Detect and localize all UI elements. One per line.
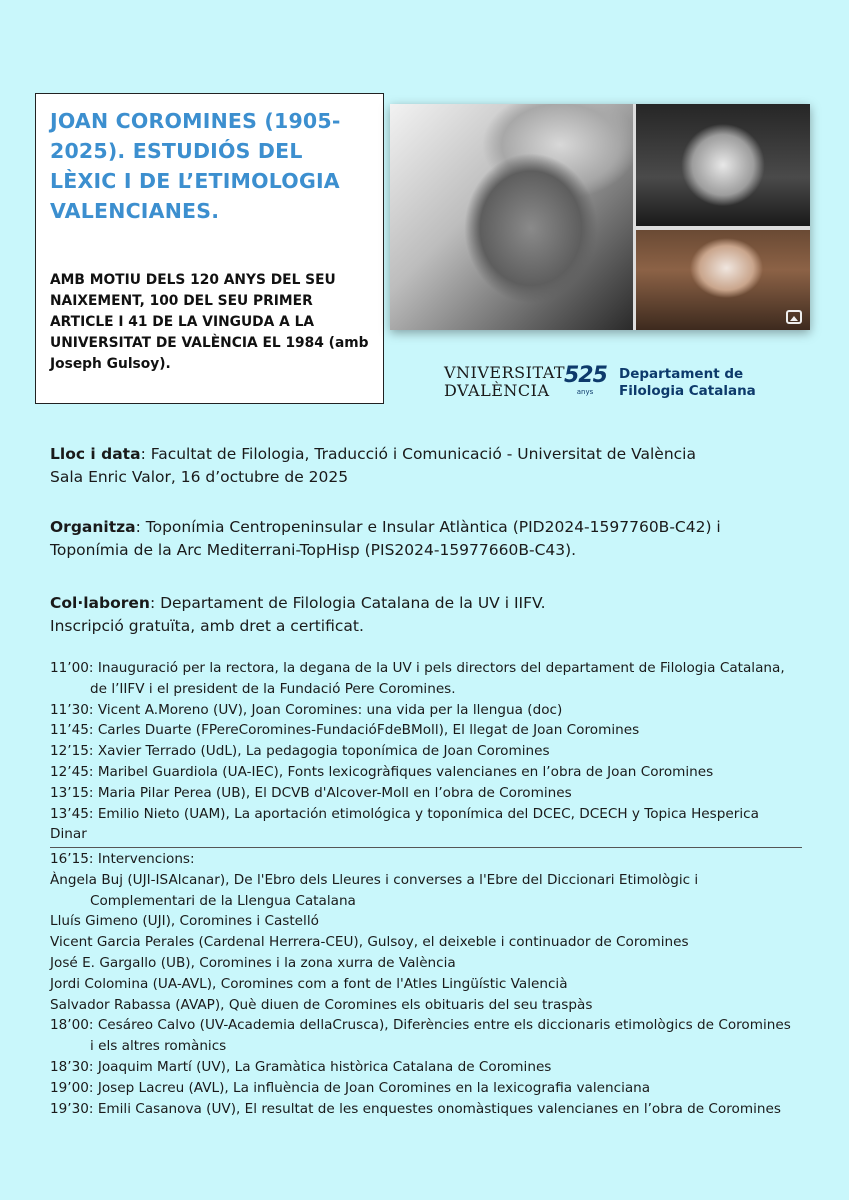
schedule-item: 19’00: Josep Lacreu (AVL), La influència de Joan Coromines en la lexicografia valenciana bbox=[50, 1079, 651, 1096]
schedule-item: Vicent Garcia Perales (Cardenal Herrera-CEU), Gulsoy, el deixeble i continuador de Coromines bbox=[50, 934, 689, 951]
organizers-info: Organitza: Toponímia Centropeninsular e Insular Atlàntica (PID2024-1597760B-C42) i Toponímia de la Arc Mediterrani-TopHisp (PIS2024-15977660B-C43). bbox=[50, 518, 721, 559]
collaborators-label: Col·laboren bbox=[50, 594, 150, 612]
schedule-item: 18’30: Joaquim Martí (UV), La Gramàtica històrica Catalana de Coromines bbox=[50, 1058, 552, 1075]
portrait-photo-main bbox=[390, 104, 633, 330]
schedule-item: Lluís Gimeno (UJI), Coromines i Castelló bbox=[50, 913, 319, 930]
logos-row bbox=[444, 362, 764, 404]
morning-schedule bbox=[50, 658, 802, 845]
department-logo: Departament de Filologia Catalana bbox=[619, 366, 756, 399]
schedule-item: Jordi Colomina (UA-AVL), Coromines com a font de l'Atles Lingüístic Valencià bbox=[50, 975, 568, 992]
portrait-photo-reading bbox=[636, 230, 810, 330]
schedule-item: 13’15: Maria Pilar Perea (UB), El DCVB d'Alcover-Moll en l’obra de Coromines bbox=[50, 784, 572, 801]
schedule-item: 11’45: Carles Duarte (FPereCoromines-FundacióFdeBMoll), El llegat de Joan Coromines bbox=[50, 722, 640, 739]
event-title: JOAN COROMINES (1905-2025). ESTUDIÓS DEL LÈXIC I DE L’ETIMOLOGIA VALENCIANES. bbox=[50, 109, 341, 223]
event-subtitle: AMB MOTIU DELS 120 ANYS DEL SEU NAIXEMENT, 100 DEL SEU PRIMER ARTICLE I 41 DE LA VINGUDA A LA UNIVERSITAT DE VALÈNCIA EL 1984 (amb Joseph Gulsoy). bbox=[50, 272, 369, 372]
schedule-item: 12’15: Xavier Terrado (UdL), La pedagogia toponímica de Joan Coromines bbox=[50, 743, 550, 760]
afternoon-schedule bbox=[50, 849, 802, 1119]
schedule-item: José E. Gargallo (UB), Coromines i la zona xurra de València bbox=[50, 954, 456, 971]
schedule-item: 13’45: Emilio Nieto (UAM), La aportación etimológica y toponímica del DCEC, DCECH y Topica Hesperica bbox=[50, 805, 759, 822]
schedule-item: Salvador Rabassa (AVAP), Què diuen de Coromines els obituaris del seu traspàs bbox=[50, 996, 593, 1013]
schedule-item-continued: Complementari de la Llengua Catalana bbox=[90, 892, 356, 909]
schedule-item: 11’30: Vicent A.Moreno (UV), Joan Coromines: una vida per la llengua (doc) bbox=[50, 701, 563, 718]
schedule-item: 19’30: Emili Casanova (UV), El resultat de les enquestes onomàstiques valencianes en l’obra de Coromines bbox=[50, 1100, 781, 1117]
schedule-item: 12’45: Maribel Guardiola (UA-IEC), Fonts lexicogràfiques valencianes en l’obra de Joan Coromines bbox=[50, 763, 714, 780]
schedule-item: 11’00: Inauguració per la rectora, la degana de la UV i pels directors del departament de Filologia Catalana, bbox=[50, 660, 785, 676]
venue-label: Lloc i data bbox=[50, 445, 141, 463]
photo-collage bbox=[390, 104, 810, 330]
portrait-photo-smiling bbox=[636, 104, 810, 226]
schedule-item-continued: de l’IIFV i el president de la Fundació Pere Coromines. bbox=[90, 680, 456, 697]
schedule-item: 18’00: Cesáreo Calvo (UV-Academia dellaCrusca), Diferències entre els diccionaris etimològics de Coromines bbox=[50, 1017, 791, 1034]
collaborators-info: Col·laboren: Departament de Filologia Catalana de la UV i IIFV. Inscripció gratuïta, amb dret a certificat. bbox=[50, 594, 546, 635]
venue-info: Lloc i data: Facultat de Filologia, Traducció i Comunicació - Universitat de València Sala Enric Valor, 16 d’octubre de 2025 bbox=[50, 445, 696, 486]
image-icon[interactable] bbox=[786, 310, 802, 324]
anniversary-logo: 525 anys bbox=[564, 363, 607, 396]
title-box bbox=[35, 93, 384, 404]
university-logo: VNIVERSITAT DVALÈNCIA bbox=[444, 363, 566, 400]
schedule-item-continued: i els altres romànics bbox=[90, 1038, 227, 1055]
schedule-item: 16’15: Intervencions: bbox=[50, 851, 195, 867]
organizers-label: Organitza bbox=[50, 518, 136, 536]
schedule-divider bbox=[50, 847, 802, 848]
schedule-item-lunch: Dinar bbox=[50, 826, 87, 843]
schedule-item: Àngela Buj (UJI-ISAlcanar), De l'Ebro dels Lleures i converses a l'Ebre del Diccionari Etimològic i bbox=[50, 871, 699, 888]
